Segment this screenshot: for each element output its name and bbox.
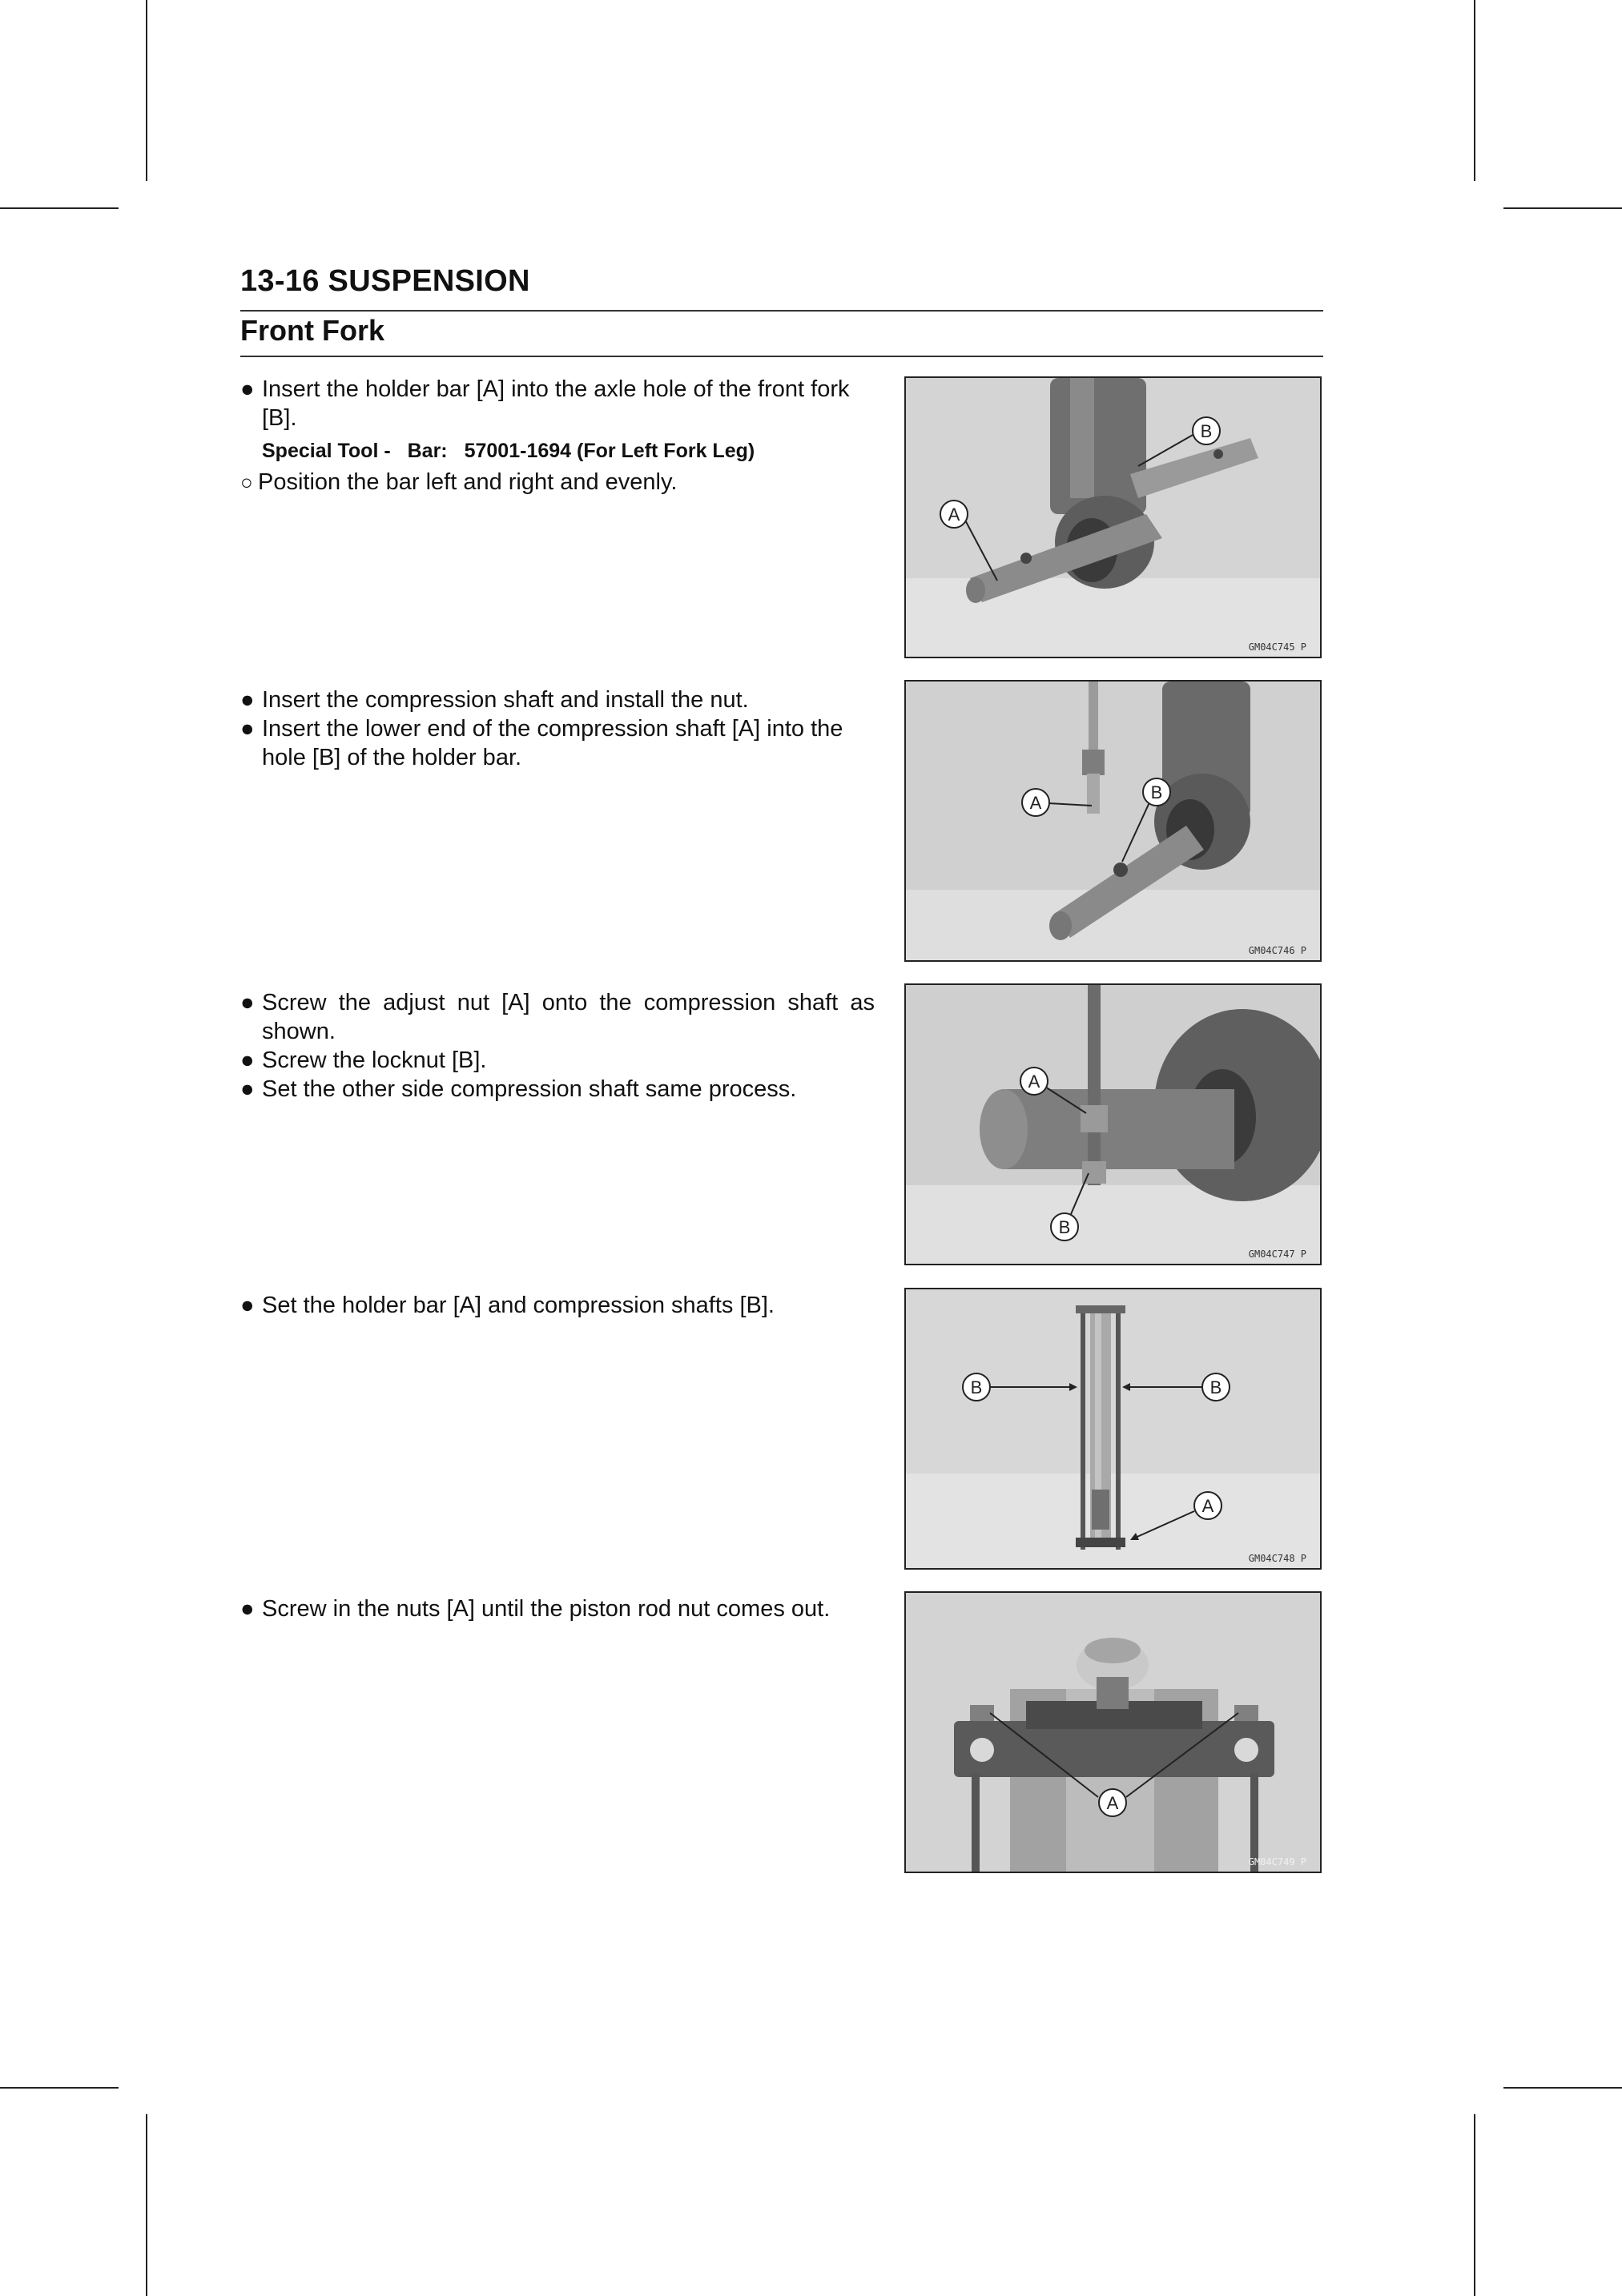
bullet-item [240,988,875,1046]
instruction-text: Insert the lower end of the compression shaft [A] into the hole [B] of the holder bar. [262,716,843,770]
special-tool-name: Bar: [407,440,448,462]
photo-code: GM04C746 P [1248,945,1306,956]
callout-label: B [1150,782,1163,802]
step-5-photo [904,1591,1322,1873]
special-tool-part: 57001-1694 (For Left Fork Leg) [464,440,755,462]
callout-label: A [948,505,960,525]
header-rule [240,310,1323,312]
section-title: Front Fork [240,314,384,347]
callout-label: B [970,1377,983,1397]
crop-mark [1503,2087,1622,2089]
instruction-text: Screw in the nuts [A] until the piston rod nut comes out. [262,1596,831,1622]
step-3-text [240,988,875,1104]
step-1-text [240,375,875,497]
photo-code: GM04C745 P [1248,641,1306,653]
callout-label: B [1209,1377,1222,1397]
bullet-icon: ● [240,716,255,742]
callout-label: B [1058,1217,1071,1237]
section-rule [240,356,1323,357]
instruction-text: Set the holder bar [A] and compression shafts [B]. [262,1293,775,1318]
crop-mark [146,0,147,181]
page-header: 13-16 SUSPENSION [240,264,530,298]
bullet-icon: ● [240,990,255,1015]
special-tool [262,437,875,464]
bullet-item [240,1594,875,1623]
bullet-item [240,714,875,772]
instruction-text: Insert the compression shaft and install the nut. [262,687,749,713]
instruction-text: Set the other side compression shaft same process. [262,1076,797,1102]
crop-mark [1503,207,1622,209]
instruction-text: Position the bar left and right and evenly. [258,469,678,495]
crop-mark [146,2114,147,2296]
bullet-item [240,1075,875,1104]
step-1-photo [904,376,1322,658]
crop-mark [1474,2114,1475,2296]
crop-mark [1474,0,1475,181]
instruction-text: Screw the adjust nut [A] onto the compression shaft as shown. [262,990,875,1044]
crop-mark [0,2087,119,2089]
sub-item [240,468,875,497]
callout-label: A [1106,1793,1119,1813]
instruction-text: Screw the locknut [B]. [262,1047,487,1073]
callout-label: A [1028,1072,1040,1092]
bullet-icon: ● [240,376,255,402]
photo-code: GM04C749 P [1248,1856,1306,1868]
step-3-photo [904,983,1322,1265]
bullet-icon: ● [240,687,255,713]
instruction-text: Insert the holder bar [A] into the axle hole of the front fork [B]. [262,376,850,431]
crop-mark [0,207,119,209]
bullet-item [240,686,875,714]
callout-label: A [1201,1496,1214,1516]
bullet-icon: ● [240,1076,255,1102]
callout-label: B [1200,421,1213,441]
bullet-item [240,1046,875,1075]
callout-label: A [1029,793,1042,813]
step-2-text [240,686,875,772]
bullet-icon: ● [240,1047,255,1073]
bullet-item [240,1291,875,1320]
bullet-item [240,375,875,432]
bullet-icon: ● [240,1293,255,1318]
bullet-icon: ● [240,1596,255,1622]
step-4-photo [904,1288,1322,1570]
photo-code: GM04C747 P [1248,1249,1306,1260]
photo-code: GM04C748 P [1248,1553,1306,1564]
step-5-text [240,1594,875,1623]
open-circle-icon: ○ [240,470,253,494]
step-2-photo [904,680,1322,962]
step-4-text [240,1291,875,1320]
special-tool-label: Special Tool - [262,440,391,462]
